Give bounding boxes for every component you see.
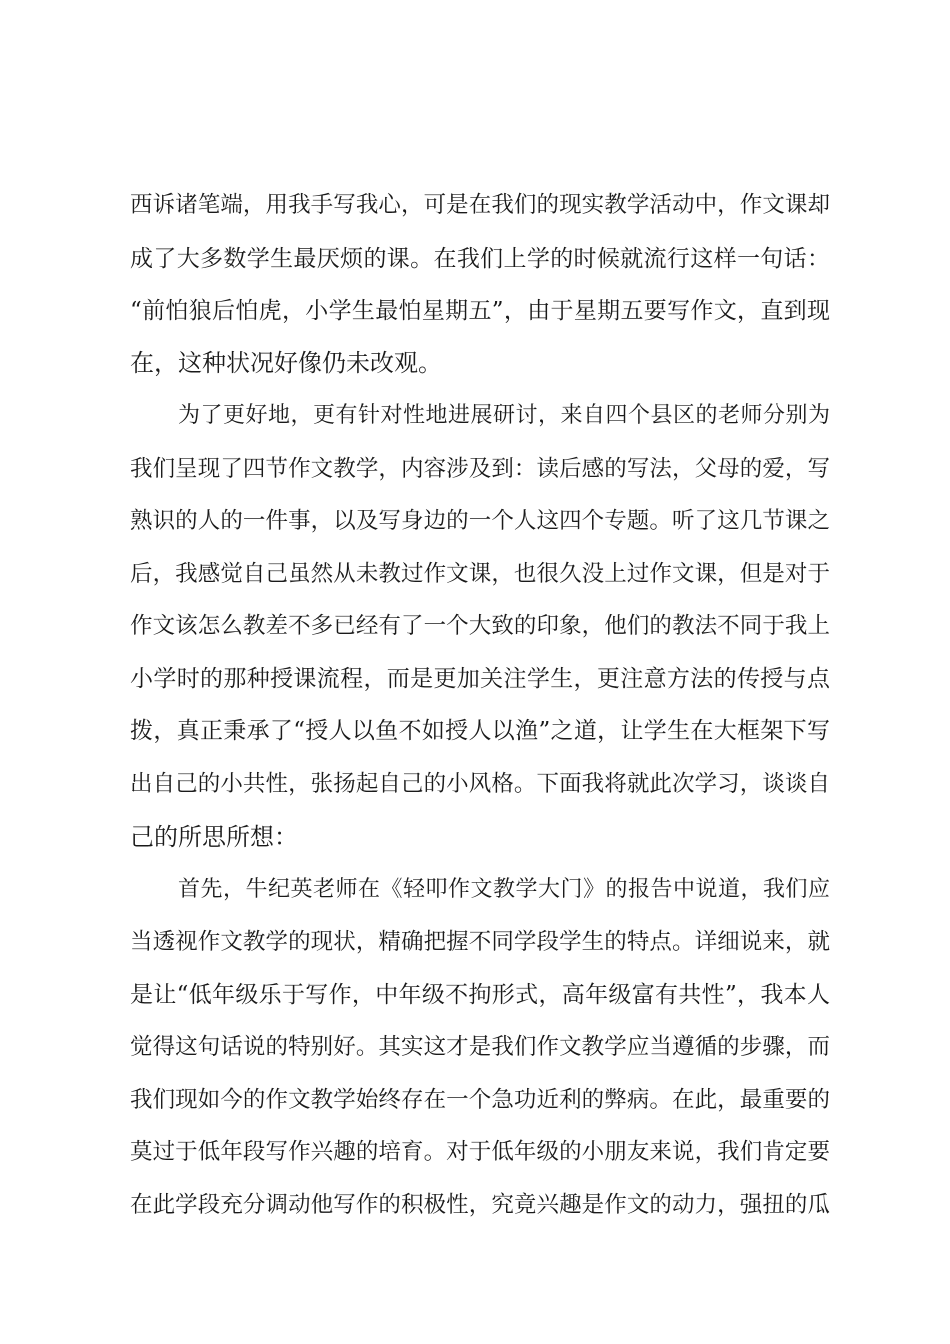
text-line: 在此学段充分调动他写作的积极性，究竟兴趣是作文的动力，强扭的瓜 xyxy=(130,1192,830,1218)
paragraph-first-line: 为了更好地，更有针对性地进展研讨，来自四个县区的老师分别为 xyxy=(178,403,830,428)
text-line: 熟识的人的一件事，以及写身边的一个人这四个专题。听了这几节课之 xyxy=(130,508,830,534)
text-line: 觉得这句话说的特别好。其实这才是我们作文教学应当遵循的步骤，而 xyxy=(130,1034,830,1060)
text-line: 当透视作文教学的现状，精确把握不同学段学生的特点。详细说来，就 xyxy=(130,929,830,955)
text-line: 在，这种状况好像仍未改观。 xyxy=(130,349,442,377)
text-line: 我们呈现了四节作文教学，内容涉及到：读后感的写法，父母的爱，写 xyxy=(130,456,830,482)
text-line: 作文该怎么教差不多已经有了一个大致的印象，他们的教法不同于我上 xyxy=(130,613,830,639)
text-line: 莫过于低年段写作兴趣的培育。对于低年级的小朋友来说，我们肯定要 xyxy=(130,1139,830,1165)
text-line: 西诉诸笔端，用我手写我心，可是在我们的现实教学活动中，作文课却 xyxy=(130,192,830,218)
text-line: 后，我感觉自己虽然从未教过作文课，也很久没上过作文课，但是对于 xyxy=(130,561,830,587)
text-line: “前怕狼后怕虎，小学生最怕星期五”，由于星期五要写作文，直到现 xyxy=(130,298,830,324)
text-line: 出自己的小共性，张扬起自己的小风格。下面我将就此次学习，谈谈自 xyxy=(130,771,830,797)
text-line: 成了大多数学生最厌烦的课。在我们上学的时候就流行这样一句话： xyxy=(130,246,830,272)
text-line: 己的所思所想： xyxy=(130,823,298,851)
text-line: 小学时的那种授课流程，而是更加关注学生，更注意方法的传授与点 xyxy=(130,666,830,692)
text-line: 我们现如今的作文教学始终存在一个急功近利的弊病。在此，最重要的 xyxy=(130,1087,830,1113)
text-line: 是让“低年级乐于写作，中年级不拘形式，高年级富有共性”，我本人 xyxy=(130,982,830,1008)
paragraph-first-line: 首先，牛纪英老师在《轻叩作文教学大门》的报告中说道，我们应 xyxy=(178,877,830,902)
text-line: 拨，真正秉承了“授人以鱼不如授人以渔”之道，让学生在大框架下写 xyxy=(130,718,830,744)
